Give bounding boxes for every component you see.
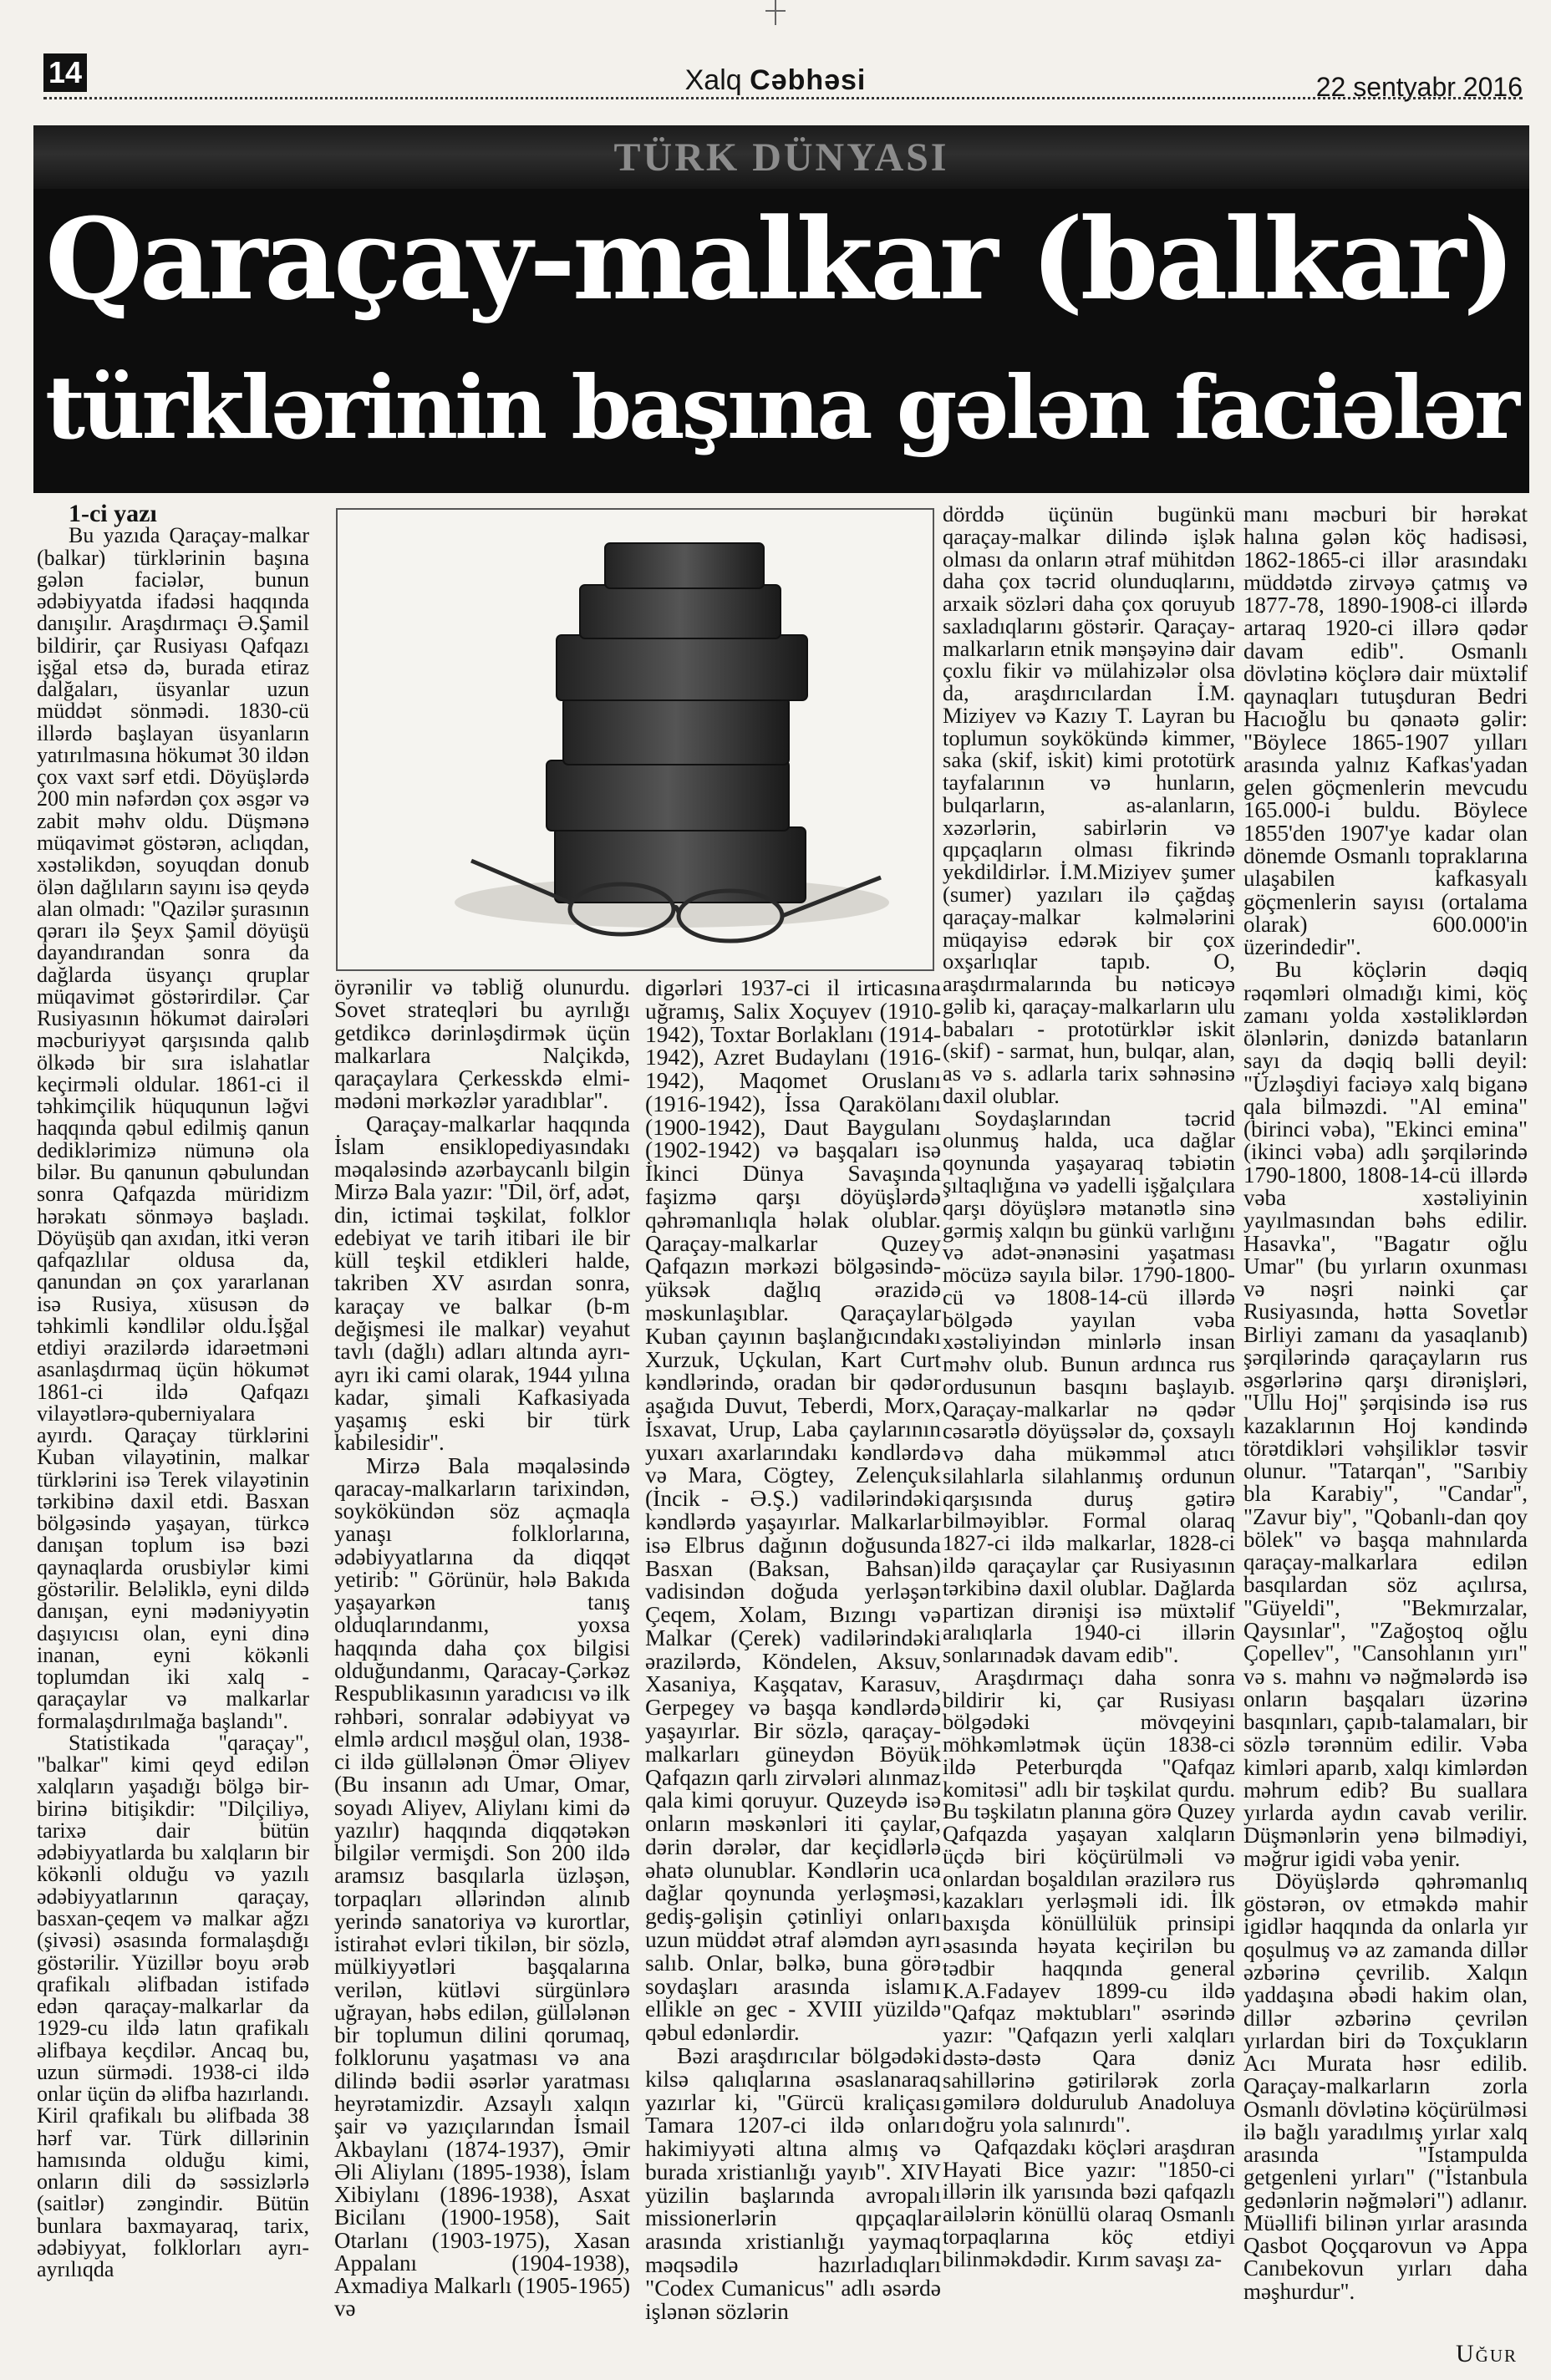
article-column-1: [37, 500, 309, 2282]
paragraph: Statistikada "qaraçay", "balkar" kimi qeyd edilən xalqların yaşadığı bölgə bir-birinə bitişikdir: "Dilçiliyə, tarixə dair bütün ədəbiyyatlarda bu xalqların bir kökənli olduğu və yazılı ədəbiyyatlarının qaraçay, basxan-çeqem və malkar ağzı (şivəsi) əsasında formalaşdığı göstərilir. Yüzillər boyu ərəb qrafikalı əlifbadan istifadə edən qaraçay-malkarlar da 1929-cu ildə latın qrafikalı əlifbaya keçdilər. Ancaq bu, uzun sürmədi. 1938-ci ildə onlar üçün də əlifba hazırlandı. Kiril qrafikalı bu əlifbada 38 hərf var. Türk dillərinin hamısında olduğu kimi, onların dili də səssizlərlə (saitlər) zəngindir. Bütün bunlara baxmayaraq, tarix, ədəbiyyat, folklorları ayrı-ayrılıqda: [37, 1730, 309, 2282]
header-rule: [43, 97, 1523, 99]
part-label: 1-ci yazı: [69, 500, 157, 527]
paragraph: Qaraçay-malkarlar haqqında İslam ensiklopediyasındakı məqaləsində azərbaycanlı bilgin Mirzə Bala yazır: "Dil, örf, adət, din, ictimai təşkilat, folklor edebiyat ve tarih itibari ile bir küll teşkil etdikleri halde, takriben XV asırdan sonra, karaçay ve balkar (b-m değişmesi ile malkar) veyahut tavlı (dağlı) adları altında ayrı-ayrı iki cami olarak, 1944 yılına kadar, şimali Kafkasiyada yaşamış eski bir türk kabilesidir".: [334, 1111, 630, 1456]
paragraph: Qafqazdakı köçləri araşdıran Hayati Bice yazır: "1850-ci illərin ilk yarısında bəzi qafqazlı ailələrin könüllü olaraq Osmanlı torpaqlarına köç etdiyi bilinməkdədir. Kırım savaşı za-: [943, 2133, 1235, 2271]
article-column-2: [334, 976, 630, 2321]
paragraph: Mirzə Bala məqaləsində qaracay-malkarların tarixindən, soykökündən söz açmaqla yanaşı folklorlarına, ədəbiyyatlarına da diqqət yetirib: " Görünür, hələ Bakıda yaşayarkən tanış olduqlarındanmı, yoxsa haqqında daha çox bilgisi olduğundanmı, Qaracay-Çərkəz Respublikasının yaradıcısı və ilk rəhbəri, sonralar ədəbiyyat və elmlə ardıcıl məşğul olan, 1938-ci ildə güllələnən Ömər Əliyev (Bu insanın adı Umar, Omar, soyadı Aliyev, Aliylanı kimi də yazılır) haqqında diqqətəkən bilgilər vermişdi. Son 200 ildə aramsız basqılarla üzləşən, torpaqları əllərindən alınıb yerində sanatoriya və kurortlar, istirahət evləri tikilən, bir sözlə, mülkiyyətləri başqalarına verilən, kütləvi sürgünlərə uğrayan, həbs edilən, güllələnən bir toplumun dilini qorumaq, folklorunu yaşatması və ana dilində bədii əsərlər yaratması heyrətamizdir. Azsaylı xalqın şair və yazıçılarından İsmail Akbaylanı (1874-1937), Əmir Əli Aliylanı (1895-1938), İslam Xibiylanı (1896-1938), Asxat Bicilanı (1900-1958), Sait Otarlanı (1903-1975), Xasan Appalanı (1904-1938), Axmadiya Malkarlı (1905-1965) və: [334, 1452, 630, 2322]
article-column-5: [1243, 503, 1528, 2303]
article-column-4: [943, 503, 1235, 2270]
author-byline: Uğur: [1455, 2340, 1518, 2367]
paragraph: Soydaşlarından təcrid olunmuş halda, uca dağlar qoynunda yaşayaraq təbiətin şıltaqlığına və yadelli işğalçılara qarşı döyüşlərə mətanətlə sinə gərmiş xalqın bu günkü varlığını və adət-ənənəsini yaşatması möcüzə sayıla bilər. 1790-1800-cü və 1808-14-cü illərdə bölgədə yayılan vəba xəstəliyindən minlərlə insan məhv olub. Bunun ardınca rus ordusunun basqını başlayıb. Qaraçay-malkarlar nə qədər cəsarətlə döyüşsələr də, çoxsaylı və daha mükəmməl atıcı silahlarla silahlanmış ordunun qarşısında duruş gətirə bilməyiblər. Formal olaraq 1827-ci ildə malkarlar, 1828-ci ildə qaraçaylar çar Rusiyasının tərkibinə daxil olublar. Dağlarda partizan dirənişi isə müxtəlif aralıqlarla 1940-ci illərin sonlarınadək davam edib".: [943, 1105, 1235, 1668]
headline-line-1: Qaraçay-malkar (balkar): [45, 193, 1513, 325]
paragraph: öyrənilir və təbliğ olunurdu. Sovet strateqləri bu ayrılığı getdikcə dərinləşdirmək üçün malkarlara Nalçikdə, qaraçaylara Çerkesskdə elmi-mədəni mərkəzlər yaradıblar".: [334, 974, 630, 1114]
crop-mark: [775, 0, 776, 25]
page-number: 14: [43, 53, 87, 92]
paragraph: manı məcburi bir hərəkat halına gələn köç hadisəsi, 1862-1865-ci illər arasındakı müddətdə zirvəyə çatmış və 1877-78, 1890-1908-ci illərdə artaraq 1920-ci illərə qədər davam edib". Osmanlı dövlətinə köçlərə dair müxtəlif qaynaqları tutuşduran Bedri Hacıoğlu bu qənaətə gəlir: "Böylece 1865-1907 yılları arasında yalnız Kafkas'yadan gelen göçmenlerin mevcudu 165.000-i buldu. Böylece 1855'den 1907'ye kadar olan dönemde Osmanlı topraklarına ulaşabilen kafkasyalı göçmenlerin sayısı (ortalama olarak) 600.000'in üzerindedir".: [1243, 501, 1528, 960]
paragraph: digərləri 1937-ci il irticasına uğramış, Salix Xoçuyev (1910-1942), Toxtar Borlaklanı (1914-1942), Azret Budaylanı (1916-1942), Maqomet Oruslanı (1916-1942), İssa Qarakölanı (1900-1942), Daut Baygulanı (1902-1942) və başqaları isə İkinci Dünya Savaşında faşizmə qarşı döyüşlərdə qəhrəmanlıqla həlak olublar. Qaraçay-malkarlar Quzey Qafqazın mərkəzi bölgəsində-yüksək dağlıq ərazidə məskunlaşıblar. Qaraçaylar Kuban çayının başlanğıcındakı Xurzuk, Uçkulan, Kart Curt kəndlərində, oradan bir qədər aşağıda Duvut, Teberdi, Morx, İsxavat, Urup, Laba çaylarının yuxarı axarlarındakı kəndlərdə və Mara, Cögtey, Zelençuk (İncik - Ə.Ş.) vadilərindəki kəndlərdə yaşayırlar. Malkarlar isə Elbrus dağının doğusunda Basxan (Baksan, Bahsan) vadisindən doğuda yerləşən Çeqem, Xolam, Bızıngı və Malkar (Çerek) vadilərindəki ərazilərdə, Köndelen, Aksuv, Xasaniya, Kaşqatav, Karasuv, Gerpegey və başqa kəndlərdə yaşayırlar. Bir sözlə, qaraçay-malkarları güneydən Böyük Qafqazın qarlı zirvələri alınmaz qala kimi qoruyur. Quzeydə isə onların məskənləri iti çaylar, dərin dərələr, dar keçidlərlə əhatə olunublar. Kəndlərin uca dağlar qoynunda yerləşməsi, gediş-gəlişin çətinliyi onları uzun müddət ətraf aləmdən ayrı salıb. Onlar, bəlkə, buna görə soydaşları arasında islamı ellikle ən gec - XVIII yüzildə qəbul edənlərdir.: [645, 974, 941, 2046]
article-column-3: [645, 976, 941, 2322]
masthead-name: Cəbhəsi: [750, 64, 867, 96]
crop-mark: [765, 10, 786, 12]
article-photo: [336, 508, 934, 971]
paragraph: Döyüşlərdə qəhrəmanlıq göstərən, ov etməkdə mahir igidlər haqqında da onlarla yır qoşulmuş və az zamanda dillər əzbərinə çevrilib. Xalqın yaddaşına əbədi hakim olan, dillər əzbərinə çevrilən yırlardan biri də Toxçukların Acı Murata həsr edilib. Qaraçay-malkarların zorla Osmanlı dövlətinə köçürülməsi ilə bağlı yaradılmış yırlar xalq arasında "İstampulda getgenleni yırları" ("İstanbula gedənlərin nəğmələri") adlanır. Müəllifi bilinən yırlar arasında Qasbot Qoçqarovun və Appa Canıbekovun yırları daha məşhurdur".: [1243, 1868, 1528, 2304]
paragraph: Bu yazıda Qaraçay-malkar (balkar) türklərinin başına gələn faciələr, bunun ədəbiyyatda ifadəsi haqqında danışılır. Araşdırmaçı Ə.Şamil bildirir, çar Rusiyası Qafqazı işğal etsə də, burada etiraz dalğaları, üsyanlar uzun müddət sönmədi. 1830-cü illərdə başlayan üsyanların yatırılmasına hökumət 30 ildən çox vaxt sərf etdi. Döyüşlərdə 200 min nəfərdən çox əsgər və zabit məhv oldu. Düşmənə müqavimət göstərən, aclıqdan, xəstəlikdən, soyuqdan donub ölən dağlıların sayını isə qeydə alan olmadı: "Qazilər şurasının qərarı ilə Şeyx Şamil döyüşü dayandırandan sonra da dağlarda üsyançı qruplar müqavimət göstərirdilər. Çar Rusiyasının hökumət dairələri məcburiyyət qarşısında qalıb ölkədə bir sıra islahatlar keçirməli oldular. 1861-ci il təhkimçilik hüququnun ləğvi haqqında qəbul edilmiş qanun dediklərimizə nümunə ola bilər. Bu qanunun qəbulundan sonra Qafqazda müridizm hərəkatı sönməyə başladı. Döyüşüb qan axıdan, itki verən qafqazlılar oldusa da, qanundan ən çox yararlanan isə Rusiya, xüsusən də təhkimli kəndlilər oldu.İşğal etdiyi ərazilərdə idarəetməni asanlaşdırmaq üçün hökumət 1861-ci ildə Qafqazı vilayətlərə-quberniyalara ayırdı. Qaraçay türklərini Kuban vilayətinin, malkar türklərini isə Terek vilayətinin tərkibinə daxil etdi. Basxan bölgəsində yaşayan, türkcə danışan toplum isə bəzi qaynaqlarda orusbiylər kimi göstərilir. Beləliklə, eyni dildə danışan, eyni mədəniyyətin daşıyıcısı olan, eyni dinə inanan, eyni kökənli toplumdan iki xalq - qaraçaylar və malkarlar formalaşdırılmağa başlandı".: [37, 523, 309, 1733]
section-label: TÜRK DÜNYASI: [613, 135, 949, 180]
paragraph: Bu köçlərin dəqiq rəqəmləri olmadığı kimi, köç zamanı yolda xəstəliklərdən ölənlərin, dənizdə batanların sayı da dəqiq bəlli deyil: "Üzləşdiyi faciəyə xalq biganə qala bilməzdi. "Al emina" (birinci vəba), "Ekinci emina" (ikinci vəba) adlı şərqilərində 1790-1800, 1808-14-cü illərdə vəba xəstəliyinin yayılmasından bəhs edilir. Hasavka", "Bagatır oğlu Umar" (bu yırların oxunması və nəşri nəinki çar Rusiyasında, hətta Sovetlər Birliyi zamanı da yasaqlanıb) şərqilərində qaraçayların rus əsgərlərinə qarşı dirənişləri, "Ullu Hoj" şərqisində isə rus kazaklarının Hoj kəndində törətdikləri vəhşiliklər təsvir olunur. "Tatarqan", "Sarıbiy bla Karabiy", "Candar", "Zavur biy", "Qobanlı-dan qoy bölek" və başqa mahnılarda qaraçay-malkarlara edilən basqılardan söz açılırsa, "Güyeldi", "Bekmırzalar, Qaysınlar", "Zağoştoq oğlu Çopellev", "Cansohlanın yırı" və s. mahnı və nəğmələrdə isə onların başqaları üzərinə basqınları, çapıb-talamaları, bir sözlə tərənnüm edilir. Vəba kimləri aparıb, xalqı kimlərdən məhrum edib? Bu suallara yırlarda aydın cavab verilir. Düşmənlərin yenə bilmədiyi, məğrur igidi vəba yenir.: [1243, 957, 1528, 1871]
section-bar: [33, 125, 1529, 189]
headline-banner: [33, 125, 1529, 493]
issue-date: 22 sentyabr 2016: [1315, 72, 1523, 102]
paragraph: dörddə üçünün bugünkü qaraçay-malkar dilində işlək olması da onların ətraf mühitdən daha çox təcrid olunduqlarını, arxaik sözləri daha çox qoruyub saxladıqlarını göstərir. Qaraçay-malkarların etnik mənşəyinə dair çoxlu fikir və mülahizələr olsa da, araşdırıcılardan İ.M. Miziyev və Kazıy T. Layran bu toplumun soykökündə kimmer, saka (skif, iskit) kimi prototürk tayfalarının və hunların, bulqarların, as-alanların, xəzərlərin, sabirlərin və qıpçaqların olması fikrində yekdildirlər. İ.M.Miziyev şumer (sumer) yazıları ilə çağdaş qaraçay-malkar kəlmələrini müqayisə edərək bir çox oxşarlıqlar tapıb. O, araşdırmalarında bu nəticəyə gəlib ki, qaraçay-malkarların ulu babaları - prototürklər iskit (skif) - sarmat, hun, bulqar, alan, as və s. adlarla tarix səhnəsinə daxil olublar.: [943, 501, 1235, 1108]
paragraph: Bəzi araşdırıcılar bölgədəki kilsə qalıqlarına əsaslanaraq yazırlar ki, "Gürcü kraliçası Tamara 1207-ci ildə onları hakimiyyəti altına almış və burada xristianlığı yayıb". XIV yüzilin başlarında avropalı missionerlərin qıpçaqlar arasında xristianlığı yaymaq məqsədilə hazırladıqları "Codex Cumanicus" adlı əsərdə işlənən sözlərin: [645, 2042, 941, 2324]
headline-line-2: türklərinin başına gələn faciələr: [45, 356, 1517, 459]
masthead-prefix: Xalq: [684, 64, 750, 96]
paragraph: Araşdırmaçı daha sonra bildirir ki, çar Rusiyası bölgədəki mövqeyini möhkəmlətmək üçün 1838-ci ildə Peterburqda "Qafqaz komitəsi" adlı bir təşkilat qurdu. Bu təşkilatın planına görə Quzey Qafqazda yaşayan xalqların üçdə biri köçürülməli və onlardan boşaldılan ərazilərə rus kazakları yerləşməli idi. İlk baxışda könüllülük prinsipi əsasında həyata keçirilən bu tədbir haqqında general K.A.Fadayev 1899-cu ildə "Qafqaz məktubları" əsərində yazır: "Qafqazın yerli xalqları dəstə-dəstə Qara dəniz sahillərinə gətirilərək zorla gəmilərə doldurulub Anadoluya doğru yola salınırdı".: [943, 1664, 1235, 2138]
books-and-glasses-image: [338, 510, 933, 969]
